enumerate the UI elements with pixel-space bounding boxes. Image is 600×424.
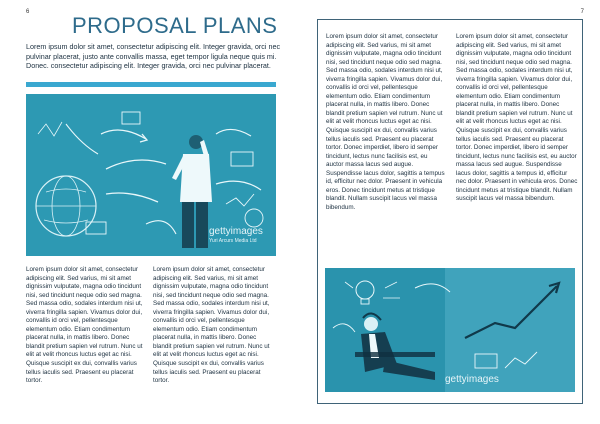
page-title: PROPOSAL PLANS	[72, 13, 278, 38]
accent-rule	[26, 82, 276, 87]
photo-watermark-left: gettyimages	[209, 226, 263, 237]
left-text-column-1: Lorem ipsum dolor sit amet, consectetur adipiscing elit. Sed varius, mi sit amet dignissim vulputate, magna odio tincidunt nisi, sed tincidunt neque odio sed magna. Sed massa odio, sodales interdum nisi ut, viverra fringilla sapien. Vivamus dolor dui, convallis id orci vel, pellentesque elementum odio. Etiam condimentum placerat nulla, in mattis libero. Donec blandit pretium sapien vel rutrum. Nunc ut elit at velit rhoncus luctus eget ac nisi. Quisque suscipit ex dui, convallis varius tellus iaculis sed. Praesent eu placerat tortor.	[26, 266, 143, 385]
photo-credit-left: Yuri Arcurs Media Ltd	[209, 238, 257, 244]
right-text-column-2: Lorem ipsum dolor sit amet, consectetur adipiscing elit. Sed varius, mi sit amet dignissim vulputate, magna odio tincidunt nisi, sed tincidunt neque odio sed magna. Sed massa odio, sodales interdum nisi ut, viverra fringilla sapien. Vivamus dolor dui, convallis id orci vel, pellentesque elementum odio. Etiam condimentum placerat nulla, in mattis libero. Donec blandit pretium sapien vel rutrum. Nunc ut elit at velit rhoncus luctus eget ac nisi. Quisque suscipit ex dui, convallis varius tellus iaculis sed. Praesent eu placerat tortor. Donec imperdiet, libero id semper tincidunt, lectus nunc facilisis est, eu auctor massa lacus sed augue. Suspendisse lacus dolor, sagittis a tempus id, efficitur nec dolor. Praesent in vehicula eros. Donec tincidunt metus at tristique blandit. Nullam suscipit lacus vel massa bibendum.	[456, 33, 578, 203]
intro-paragraph: Lorem ipsum dolor sit amet, consectetur adipiscing elit. Integer gravida, orci nec pulvinar placerat, justo ante convallis massa, eget tempor ligula neque quis mi. Donec. consectetur adipiscing elit. Integer gravida, orci nec pulvinar placerat.	[26, 42, 281, 71]
chalkboard-photo	[26, 94, 276, 256]
relaxed-businessman-photo	[325, 268, 575, 392]
page-number-right: 7	[580, 9, 584, 15]
chalkboard-illustration	[26, 94, 276, 256]
right-text-column-1: Lorem ipsum dolor sit amet, consectetur adipiscing elit. Sed varius, mi sit amet dignissim vulputate, magna odio tincidunt nisi, sed tincidunt neque odio sed magna. Sed massa odio, sodales interdum nisi ut, viverra fringilla sapien. Vivamus dolor dui, convallis id orci vel, pellentesque elementum odio. Etiam condimentum placerat nulla, in mattis libero. Donec blandit pretium sapien vel rutrum. Nunc ut elit at velit rhoncus luctus eget ac nisi. Quisque suscipit ex dui, convallis varius tellus iaculis sed. Praesent eu placerat tortor. Donec imperdiet, libero id semper tincidunt, lectus nunc facilisis est, eu auctor massa lacus sed augue. Suspendisse lacus dolor, sagittis a tempus id, efficitur nec dolor. Praesent in vehicula eros. Donec tincidunt metus at tristique blandit. Nullam suscipit lacus vel massa bibendum.	[326, 33, 445, 211]
photo-watermark-right: gettyimages	[445, 374, 499, 385]
left-text-column-2: Lorem ipsum dolor sit amet, consectetur adipiscing elit. Sed varius, mi sit amet dignissim vulputate, magna odio tincidunt nisi, sed tincidunt neque odio sed magna. Sed massa odio, sodales interdum nisi ut, viverra fringilla sapien. Vivamus dolor dui, convallis id orci vel, pellentesque elementum odio. Etiam condimentum placerat nulla, in mattis libero. Donec blandit pretium sapien vel rutrum. Nunc ut elit at velit rhoncus luctus eget ac nisi. Quisque suscipit ex dui, convallis varius tellus iaculis sed. Praesent eu placerat tortor.	[153, 266, 270, 385]
page-number-left: 6	[26, 9, 30, 15]
relaxed-businessman-illustration	[325, 268, 575, 392]
